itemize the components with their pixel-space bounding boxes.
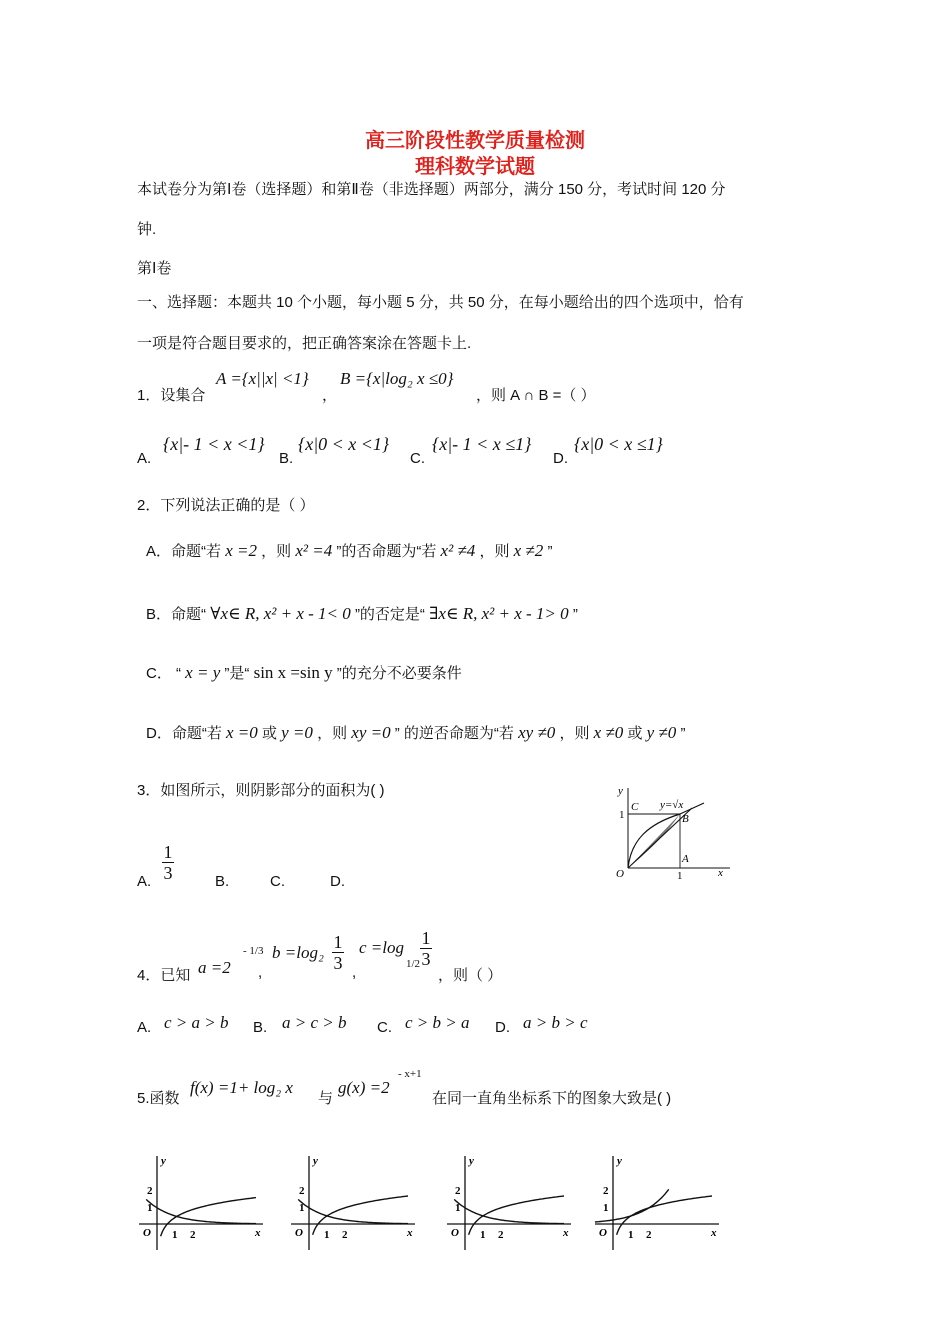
q1-prefix: 1．设集合	[137, 387, 206, 404]
decay-curve	[146, 1199, 256, 1223]
q4-b-frac-den: 3	[333, 953, 343, 973]
q2-a-text-3: ”的否命题为“若	[336, 543, 437, 560]
q2-d-math-6: y ≠0	[646, 723, 677, 742]
q2-d-math-5: x ≠0	[593, 723, 624, 742]
decay-curve	[298, 1199, 408, 1223]
q2-a-math-2: x² =4	[295, 541, 333, 560]
q2-a-text-2: ，则	[261, 543, 292, 560]
q2-c-text-3: ”的充分不必要条件	[336, 665, 462, 682]
section-one-line-1: 一、选择题：本题共 10 个小题，每小题 5 分，共 50 分，在每小题给出的四个选项中，恰有	[137, 294, 744, 311]
q2-option-c[interactable]	[146, 662, 462, 683]
tick-y-1: 1	[603, 1202, 609, 1214]
q4-option-b-text: a > c > b	[282, 1013, 347, 1032]
q1-option-b-label[interactable]: B.	[279, 450, 294, 467]
q4-c-frac-den: 3	[421, 949, 431, 969]
q2-option-a[interactable]	[146, 540, 552, 561]
q4-b: b =log₂	[272, 943, 324, 962]
q5-prefix: 5.函数	[137, 1090, 180, 1107]
q1-set-a: A ={x||x| <1}	[216, 369, 309, 388]
origin-label: O	[599, 1227, 607, 1239]
q2-d-text-2: 或	[261, 725, 277, 742]
tick-x-1: 1	[628, 1229, 634, 1241]
q3-x-label: x	[718, 867, 723, 879]
q4-option-c-text: c > b > a	[405, 1013, 470, 1032]
y-label: y	[313, 1155, 318, 1167]
q4-b-fraction	[332, 932, 344, 973]
section-one-line-2: 一项是符合题目要求的，把正确答案涂在答题卡上.	[137, 335, 472, 352]
x-label: x	[563, 1227, 569, 1239]
q2-d-math-1: x =0	[226, 723, 258, 742]
y-label: y	[161, 1155, 166, 1167]
q3-tick-y-1: 1	[619, 809, 625, 821]
q3-stem: 3．如图所示，则阴影部分的面积为( )	[137, 782, 385, 799]
origin-label: O	[451, 1227, 459, 1239]
x-label: x	[407, 1227, 413, 1239]
q4-c-base: 1/2	[406, 958, 421, 970]
q3-figure	[600, 780, 740, 885]
q2-a-text-5: ”	[547, 543, 553, 560]
q2-a-math-3: x² ≠4	[440, 541, 476, 560]
q1-option-c-label[interactable]: C.	[410, 450, 425, 467]
q2-d-text-3: ，则	[317, 725, 348, 742]
part-one-heading: 第Ⅰ卷	[137, 260, 172, 277]
q4-a: a =2	[198, 958, 231, 977]
q2-c-text-2: ”是“	[224, 665, 250, 682]
q2-c-math-1: x = y	[185, 663, 221, 682]
q2-d-math-3: xy =0	[351, 723, 391, 742]
tick-x-1: 1	[480, 1229, 486, 1241]
q5-f: f(x) =1+ log₂ x	[190, 1078, 293, 1097]
decay-curve	[454, 1199, 564, 1223]
tick-y-2: 2	[603, 1185, 609, 1197]
q5-graph-b[interactable]	[287, 1152, 427, 1252]
q2-d-text-6: 或	[627, 725, 643, 742]
q2-b-math-2: ∃x∈ R, x² + x - 1> 0	[429, 604, 569, 623]
tick-y-1: 1	[455, 1202, 461, 1214]
q4-option-b-label[interactable]: B.	[253, 1019, 268, 1036]
q5-graph-options	[135, 1152, 735, 1262]
exam-title: 高三阶段性教学质量检测	[365, 128, 585, 152]
q2-option-b[interactable]	[146, 603, 578, 624]
intro-line-1: 本试卷分为第Ⅰ卷（选择题）和第Ⅱ卷（非选择题）两部分，满分 150 分，考试时间 120 分	[137, 181, 726, 198]
q4-option-a-text: c > a > b	[164, 1013, 229, 1032]
q4-prefix: 4．已知	[137, 967, 191, 984]
x-label: x	[711, 1227, 717, 1239]
tick-y-2: 2	[299, 1185, 305, 1197]
q3-y-label: y	[618, 785, 623, 797]
q1-option-c-text: {x|- 1 < x ≤1}	[432, 434, 532, 454]
q2-d-text-1: D．命题“若	[146, 725, 222, 742]
q1-option-d-text: {x|0 < x ≤1}	[574, 434, 663, 454]
tick-x-2: 2	[190, 1229, 196, 1241]
q1-option-a-label[interactable]: A.	[137, 450, 152, 467]
tick-x-2: 2	[646, 1229, 652, 1241]
x-label: x	[255, 1227, 261, 1239]
q4-comma-1: ,	[258, 964, 263, 981]
q2-stem: 2．下列说法正确的是（ ）	[137, 497, 315, 514]
q2-b-math-1: ∀x∈ R, x² + x - 1< 0	[210, 604, 351, 623]
q4-c: c =log	[359, 938, 404, 957]
q4-option-d-text: a > b > c	[523, 1013, 588, 1032]
q5-g: g(x) =2	[338, 1078, 390, 1097]
tick-y-1: 1	[147, 1202, 153, 1214]
q3-frac-den: 3	[163, 863, 173, 883]
q1-set-b: B ={x|log₂ x ≤0}	[340, 369, 454, 388]
q2-d-text-5: ，则	[559, 725, 590, 742]
q4-option-d-label[interactable]: D.	[495, 1019, 510, 1036]
tick-y-2: 2	[147, 1185, 153, 1197]
q2-a-math-1: x =2	[225, 541, 257, 560]
q3-curve-label: y=√x	[660, 799, 684, 811]
q4-b-frac-num: 1	[333, 932, 343, 952]
q5-suffix: 在同一直角坐标系下的图象大致是( )	[432, 1090, 672, 1107]
q2-b-text-3: ”	[572, 606, 578, 623]
q4-option-c-label[interactable]: C.	[377, 1019, 392, 1036]
q5-graph-d[interactable]	[591, 1152, 731, 1252]
q3-point-a: A	[682, 853, 689, 865]
q4-c-fraction	[420, 928, 432, 969]
q3-origin-label: O	[616, 868, 624, 880]
tick-x-1: 1	[324, 1229, 330, 1241]
y-label: y	[469, 1155, 474, 1167]
q3-option-d-label[interactable]: D.	[330, 873, 345, 890]
q1-suffix: ，则 A ∩ B =（ ）	[476, 387, 596, 404]
q2-c-text-1: C． “	[146, 665, 181, 682]
q3-option-a-label[interactable]: A.	[137, 873, 152, 890]
q1-option-d-label[interactable]: D.	[553, 450, 568, 467]
origin-label: O	[295, 1227, 303, 1239]
q4-comma-2: ,	[352, 964, 357, 981]
tick-x-2: 2	[498, 1229, 504, 1241]
q2-a-text-4: ，则	[479, 543, 510, 560]
q3-tick-x-1: 1	[677, 870, 683, 882]
q4-c-frac-num: 1	[421, 928, 431, 948]
q2-option-d[interactable]	[146, 722, 685, 743]
q3-shaded-region	[628, 814, 680, 868]
q2-a-math-4: x ≠2	[513, 541, 544, 560]
q5-graph-a[interactable]	[135, 1152, 275, 1252]
q2-d-text-7: ”	[680, 725, 686, 742]
q5-g-exponent: - x+1	[398, 1068, 422, 1080]
q2-a-text-1: A．命题“若	[146, 543, 222, 560]
q3-point-b: B	[682, 813, 689, 825]
q4-a-exponent: - 1/3	[243, 945, 264, 957]
q2-b-text-1: B．命题“	[146, 606, 207, 623]
q2-d-text-4: ” 的逆否命题为“若	[394, 725, 514, 742]
q3-option-c-label[interactable]: C.	[270, 873, 285, 890]
q2-b-text-2: ”的否定是“	[354, 606, 425, 623]
q2-c-math-2: sin x =sin y	[253, 663, 333, 682]
origin-label: O	[143, 1227, 151, 1239]
intro-line-2: 钟.	[137, 221, 157, 238]
tick-y-1: 1	[299, 1202, 305, 1214]
q4-suffix: ，则（ ）	[438, 967, 503, 984]
q2-d-math-4: xy ≠0	[518, 723, 556, 742]
q3-option-a-fraction	[162, 842, 174, 883]
tick-x-2: 2	[342, 1229, 348, 1241]
exam-subtitle: 理科数学试题	[415, 154, 535, 178]
q1-comma: ，	[322, 387, 338, 404]
q5-graph-c[interactable]	[443, 1152, 583, 1252]
q5-mid: 与	[318, 1090, 334, 1107]
y-label: y	[617, 1155, 622, 1167]
q1-option-a-text: {x|- 1 < x <1}	[163, 434, 265, 454]
q1-option-b-text: {x|0 < x <1}	[298, 434, 390, 454]
q3-option-b-label[interactable]: B.	[215, 873, 230, 890]
tick-y-2: 2	[455, 1185, 461, 1197]
q3-point-c: C	[631, 801, 639, 813]
q4-option-a-label[interactable]: A.	[137, 1019, 152, 1036]
tick-x-1: 1	[172, 1229, 178, 1241]
q2-d-math-2: y =0	[281, 723, 313, 742]
q3-frac-num: 1	[163, 842, 173, 862]
